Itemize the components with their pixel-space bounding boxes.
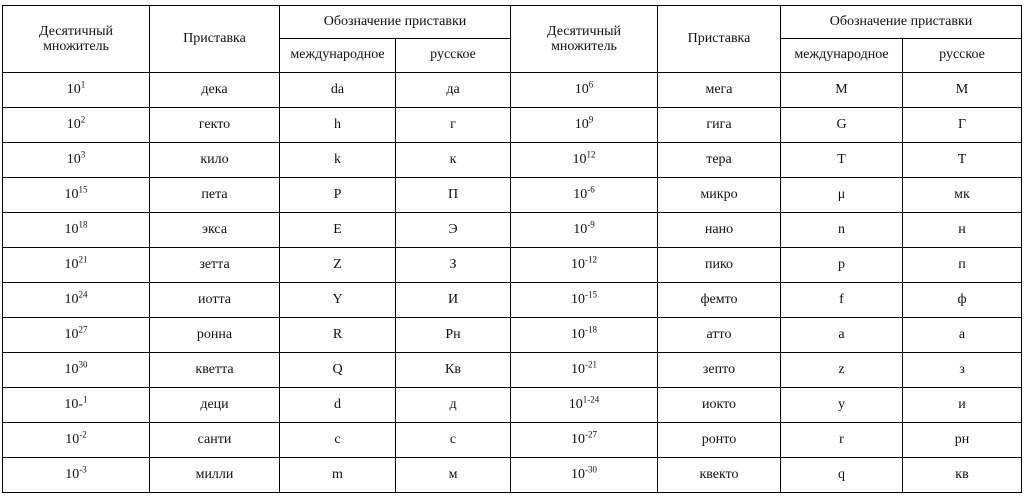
- multiplier-cell-right: [511, 178, 658, 213]
- prefix-cell-left: кило: [150, 143, 280, 178]
- prefix-cell-right: квекто: [658, 458, 781, 493]
- multiplier-exponent: -9: [587, 219, 595, 230]
- table-body: [3, 73, 1022, 493]
- international-cell-right: q: [781, 458, 903, 493]
- multiplier-cell-left: [3, 143, 150, 178]
- multiplier-exponent: 9: [588, 114, 594, 125]
- international-cell-left: E: [280, 213, 396, 248]
- multiplier-cell-right: [511, 388, 658, 423]
- header-international-left: международное: [280, 39, 396, 73]
- multiplier-exponent: 24: [78, 289, 88, 300]
- international-cell-left: Z: [280, 248, 396, 283]
- multiplier-base: 10: [64, 291, 79, 307]
- multiplier-exponent: 12: [586, 149, 596, 160]
- russian-cell-right: н: [903, 213, 1022, 248]
- multiplier-base: 10: [66, 81, 81, 97]
- russian-cell-left: с: [396, 423, 511, 458]
- russian-cell-left: м: [396, 458, 511, 493]
- multiplier-base: 10: [64, 221, 79, 237]
- table-row: [3, 213, 1022, 248]
- multiplier-exponent: -21: [585, 359, 597, 370]
- international-cell-right: μ: [781, 178, 903, 213]
- russian-cell-right: М: [903, 73, 1022, 108]
- multiplier-cell-left: [3, 213, 150, 248]
- multiplier-cell-left: [3, 318, 150, 353]
- prefix-cell-right: ронто: [658, 423, 781, 458]
- multiplier-base: 10: [65, 431, 80, 447]
- international-cell-left: k: [280, 143, 396, 178]
- table-row: [3, 73, 1022, 108]
- multiplier-cell-right: [511, 108, 658, 143]
- multiplier-exponent: -18: [585, 324, 597, 335]
- header-multiplier-right: Десятичный множитель: [511, 6, 658, 73]
- multiplier-cell-left: [3, 178, 150, 213]
- russian-cell-left: г: [396, 108, 511, 143]
- table-row: [3, 458, 1022, 493]
- multiplier-exponent: 15: [78, 184, 88, 195]
- multiplier-cell-left: [3, 73, 150, 108]
- russian-cell-right: а: [903, 318, 1022, 353]
- prefix-cell-right: атто: [658, 318, 781, 353]
- prefix-cell-right: нано: [658, 213, 781, 248]
- prefix-cell-right: фемто: [658, 283, 781, 318]
- prefix-cell-left: милли: [150, 458, 280, 493]
- russian-cell-left: к: [396, 143, 511, 178]
- multiplier-exponent: 27: [78, 324, 88, 335]
- table-row: [3, 353, 1022, 388]
- header-international-right: международное: [781, 39, 903, 73]
- international-cell-left: Y: [280, 283, 396, 318]
- russian-cell-right: и: [903, 388, 1022, 423]
- multiplier-cell-left: [3, 283, 150, 318]
- multiplier-base: 10: [571, 291, 585, 307]
- multiplier-base: 10: [66, 151, 81, 167]
- table-row: [3, 248, 1022, 283]
- multiplier-base: 10: [65, 466, 80, 482]
- prefix-cell-left: экса: [150, 213, 280, 248]
- international-cell-left: m: [280, 458, 396, 493]
- multiplier-cell-left: [3, 353, 150, 388]
- russian-cell-left: Кв: [396, 353, 511, 388]
- multiplier-exponent: 1: [83, 394, 88, 405]
- prefix-cell-left: кветта: [150, 353, 280, 388]
- prefix-cell-left: дека: [150, 73, 280, 108]
- multiplier-base: 10: [571, 466, 585, 482]
- multiplier-exponent: 30: [78, 359, 88, 370]
- prefix-cell-left: ронна: [150, 318, 280, 353]
- international-cell-right: p: [781, 248, 903, 283]
- international-cell-left: h: [280, 108, 396, 143]
- multiplier-base: 10: [573, 221, 588, 237]
- prefix-cell-right: гига: [658, 108, 781, 143]
- table-row: [3, 388, 1022, 423]
- multiplier-cell-right: [511, 248, 658, 283]
- header-designation-right: Обозначение приставки: [781, 6, 1022, 39]
- multiplier-exponent: -2: [79, 429, 87, 440]
- header-russian-left: русское: [396, 39, 511, 73]
- table-row: [3, 108, 1022, 143]
- multiplier-cell-left: [3, 388, 150, 423]
- multiplier-cell-right: [511, 73, 658, 108]
- prefix-cell-right: микро: [658, 178, 781, 213]
- header-multiplier-left: Десятичный множитель: [3, 6, 150, 73]
- multiplier-base: 10: [571, 361, 585, 377]
- multiplier-base: 10: [64, 186, 79, 202]
- russian-cell-right: Г: [903, 108, 1022, 143]
- international-cell-right: a: [781, 318, 903, 353]
- russian-cell-right: мк: [903, 178, 1022, 213]
- international-cell-left: d: [280, 388, 396, 423]
- multiplier-base: 10: [64, 326, 79, 342]
- multiplier-base: 10: [571, 431, 585, 447]
- multiplier-cell-right: [511, 458, 658, 493]
- si-prefix-table: [2, 5, 1022, 493]
- international-cell-left: R: [280, 318, 396, 353]
- multiplier-base: 10-: [64, 396, 84, 412]
- russian-cell-left: д: [396, 388, 511, 423]
- prefix-cell-right: зепто: [658, 353, 781, 388]
- multiplier-exponent: 1-24: [582, 394, 600, 405]
- table-row: [3, 178, 1022, 213]
- prefix-cell-left: деци: [150, 388, 280, 423]
- multiplier-base: 10: [568, 396, 583, 412]
- russian-cell-left: П: [396, 178, 511, 213]
- prefix-cell-left: зетта: [150, 248, 280, 283]
- table-row: [3, 423, 1022, 458]
- prefix-cell-right: пико: [658, 248, 781, 283]
- table-header: [3, 6, 1022, 73]
- multiplier-exponent: 3: [80, 149, 86, 160]
- international-cell-left: da: [280, 73, 396, 108]
- multiplier-cell-right: [511, 213, 658, 248]
- multiplier-cell-right: [511, 143, 658, 178]
- russian-cell-right: п: [903, 248, 1022, 283]
- table-row: [3, 283, 1022, 318]
- multiplier-exponent: 21: [78, 254, 88, 265]
- multiplier-cell-left: [3, 108, 150, 143]
- prefix-cell-left: санти: [150, 423, 280, 458]
- multiplier-exponent: 2: [80, 114, 86, 125]
- international-cell-right: f: [781, 283, 903, 318]
- russian-cell-left: да: [396, 73, 511, 108]
- multiplier-cell-right: [511, 423, 658, 458]
- multiplier-base: 10: [64, 256, 79, 272]
- russian-cell-left: Э: [396, 213, 511, 248]
- prefix-cell-right: тера: [658, 143, 781, 178]
- multiplier-base: 10: [571, 256, 585, 272]
- international-cell-left: Q: [280, 353, 396, 388]
- russian-cell-left: И: [396, 283, 511, 318]
- international-cell-right: M: [781, 73, 903, 108]
- russian-cell-right: Т: [903, 143, 1022, 178]
- multiplier-exponent: -6: [587, 184, 595, 195]
- multiplier-exponent: -3: [79, 464, 87, 475]
- prefix-cell-left: иотта: [150, 283, 280, 318]
- prefix-cell-right: мега: [658, 73, 781, 108]
- international-cell-right: n: [781, 213, 903, 248]
- russian-cell-right: ф: [903, 283, 1022, 318]
- multiplier-cell-left: [3, 458, 150, 493]
- russian-cell-right: з: [903, 353, 1022, 388]
- header-designation-left: Обозначение приставки: [280, 6, 511, 39]
- multiplier-exponent: -30: [585, 464, 597, 475]
- russian-cell-right: кв: [903, 458, 1022, 493]
- header-prefix-left: Приставка: [150, 6, 280, 73]
- header-prefix-right: Приставка: [658, 6, 781, 73]
- multiplier-cell-right: [511, 353, 658, 388]
- multiplier-base: 10: [574, 81, 589, 97]
- multiplier-cell-left: [3, 423, 150, 458]
- multiplier-exponent: -12: [585, 254, 597, 265]
- multiplier-base: 10: [572, 151, 587, 167]
- multiplier-exponent: -15: [585, 289, 597, 300]
- multiplier-cell-right: [511, 283, 658, 318]
- prefix-cell-right: иокто: [658, 388, 781, 423]
- multiplier-cell-right: [511, 318, 658, 353]
- table-row: [3, 318, 1022, 353]
- international-cell-left: P: [280, 178, 396, 213]
- multiplier-exponent: -27: [585, 429, 597, 440]
- multiplier-exponent: 6: [588, 79, 594, 90]
- international-cell-right: T: [781, 143, 903, 178]
- international-cell-right: z: [781, 353, 903, 388]
- multiplier-base: 10: [573, 186, 588, 202]
- russian-cell-left: Рн: [396, 318, 511, 353]
- russian-cell-left: З: [396, 248, 511, 283]
- international-cell-right: r: [781, 423, 903, 458]
- multiplier-cell-left: [3, 248, 150, 283]
- multiplier-base: 10: [66, 116, 81, 132]
- table-row: [3, 143, 1022, 178]
- prefix-cell-left: пета: [150, 178, 280, 213]
- header-russian-right: русское: [903, 39, 1022, 73]
- multiplier-base: 10: [574, 116, 589, 132]
- multiplier-exponent: 18: [78, 219, 88, 230]
- prefix-cell-left: гекто: [150, 108, 280, 143]
- multiplier-base: 10: [571, 326, 585, 342]
- international-cell-right: y: [781, 388, 903, 423]
- international-cell-right: G: [781, 108, 903, 143]
- russian-cell-right: рн: [903, 423, 1022, 458]
- international-cell-left: c: [280, 423, 396, 458]
- multiplier-exponent: 1: [80, 79, 86, 90]
- multiplier-base: 10: [64, 361, 79, 377]
